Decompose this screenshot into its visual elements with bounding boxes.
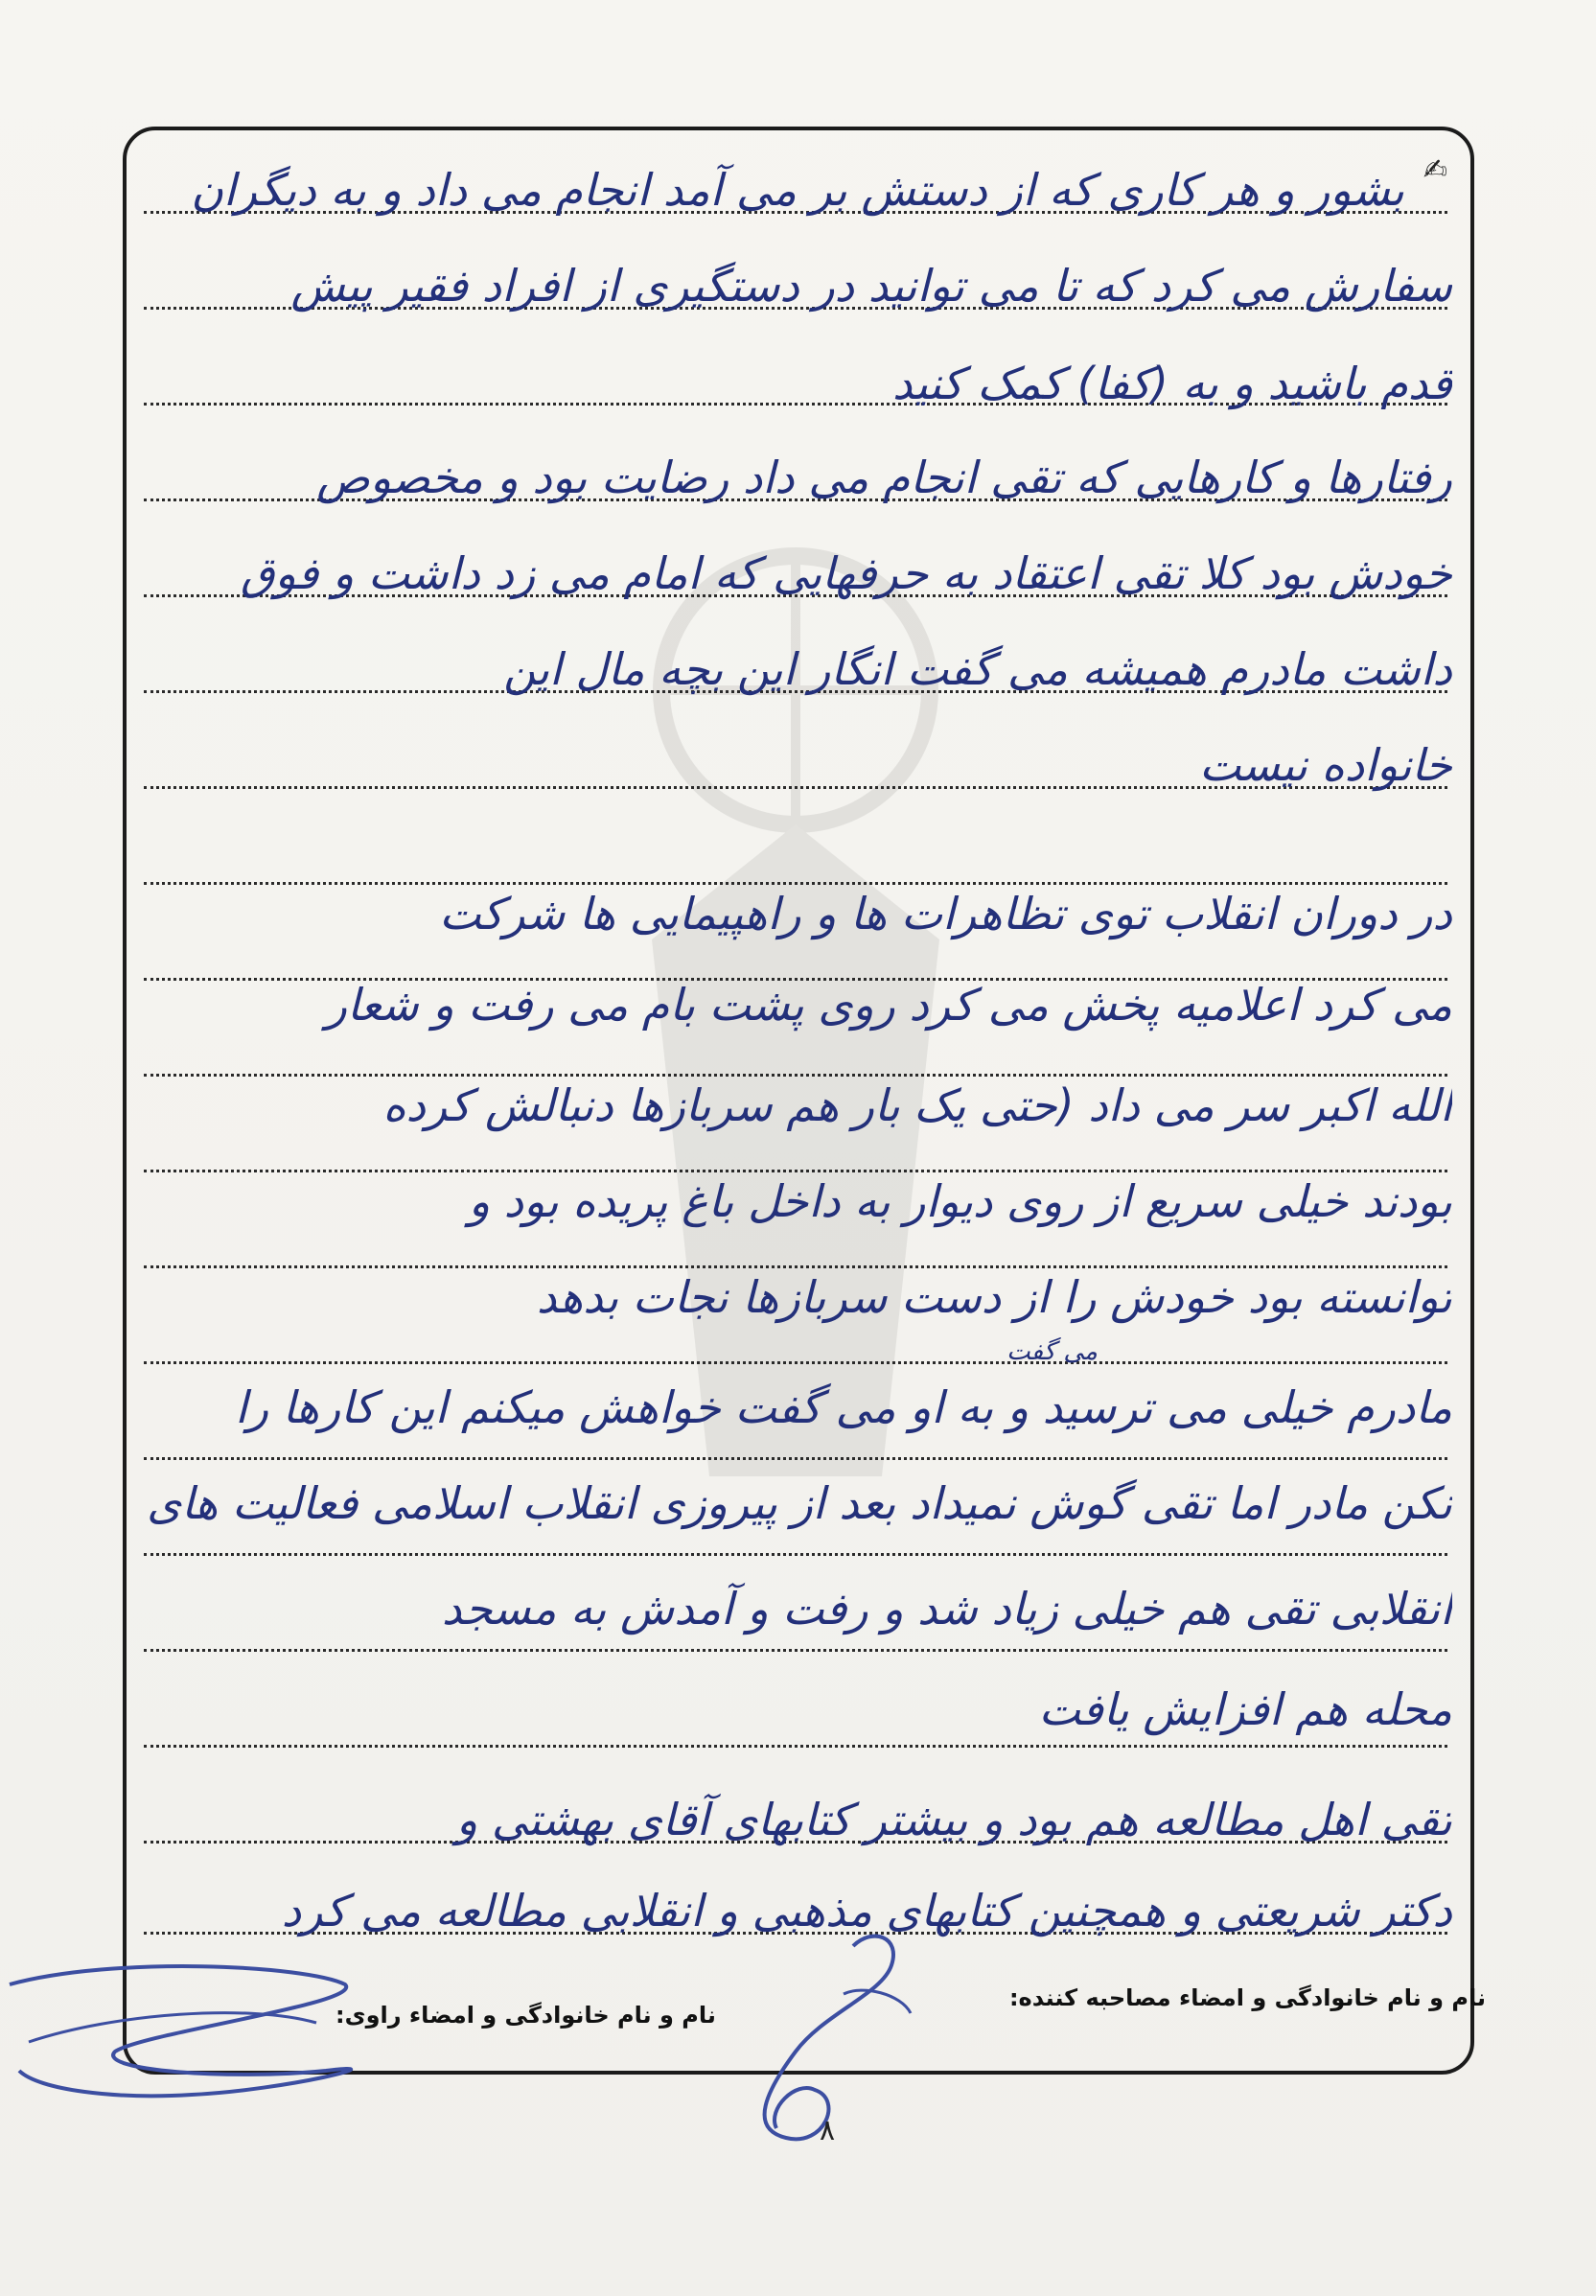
handwritten-line: تقی اهل مطالعه هم بود و بیشتر کتابهای آقای بهشتی و xyxy=(456,1794,1452,1845)
ruled-line xyxy=(144,1170,1447,1172)
pen-writing-icon: ✍ xyxy=(1423,153,1447,187)
handwritten-line: سفارش می کرد که تا می توانید در دستگیری از افراد فقیر پیش xyxy=(290,260,1452,312)
ruled-line xyxy=(144,1553,1447,1556)
ruled-line xyxy=(144,1361,1447,1364)
handwritten-line: بشور و هر کاری که از دستش بر می آمد انجام می داد و به دیگران xyxy=(191,164,1404,216)
margin-note: می گفت xyxy=(1006,1337,1098,1366)
narrator-signature xyxy=(0,1927,575,2109)
handwritten-line: داشت مادرم همیشه می گفت انگار این بچه مال این xyxy=(503,643,1452,695)
page-number: ۸ xyxy=(820,2114,836,2147)
ruled-line xyxy=(144,1649,1447,1652)
ruled-line xyxy=(144,1457,1447,1460)
handwritten-line: محله هم افزایش یافت xyxy=(1038,1683,1452,1735)
handwritten-line: انقلابی تقی هم خیلی زیاد شد و رفت و آمدش به مسجد xyxy=(441,1583,1452,1635)
ruled-line xyxy=(144,1265,1447,1268)
handwritten-line: خودش بود کلا تقی اعتقاد به حرفهایی که امام می زد داشت و فوق xyxy=(240,547,1452,599)
ruled-line xyxy=(144,882,1447,885)
ruled-line xyxy=(144,1745,1447,1748)
handwritten-line: بودند خیلی سریع از روی دیوار به داخل باغ پریده بود و xyxy=(468,1175,1452,1227)
handwritten-line: نکن مادر اما تقی گوش نمیداد بعد از پیروزی انقلاب اسلامی فعالیت های xyxy=(147,1477,1452,1529)
handwritten-line: قدم باشید و به (کفا) کمک کنید xyxy=(892,358,1452,409)
handwritten-line: می کرد اعلامیه پخش می کرد روی پشت بام می رفت و شعار xyxy=(325,979,1452,1031)
interviewer-signature-label: نام و نام خانوادگی و امضاء مصاحبه کننده: xyxy=(1008,1984,1486,2011)
handwritten-line: توانسته بود خودش را از دست سربازها نجات بدهد xyxy=(536,1271,1452,1323)
handwritten-line: در دوران انقلاب توی تظاهرات ها و راهپیمایی ها شرکت xyxy=(439,888,1452,939)
handwritten-line: دکتر شریعتی و همچنین کتابهای مذهبی و انقلابی مطالعه می کرد xyxy=(281,1885,1452,1937)
handwritten-line: الله اکبر سر می داد (حتی یک بار هم سربازها دنبالش کرده xyxy=(382,1079,1452,1131)
handwritten-line: خانواده نیست xyxy=(1199,739,1452,791)
handwritten-line: رفتارها و کارهایی که تقی انجام می داد رضایت بود و مخصوص xyxy=(316,452,1452,503)
handwritten-line: مادرم خیلی می ترسید و به او می گفت خواهش میکنم این کارها را xyxy=(235,1381,1452,1433)
ruled-line xyxy=(144,1074,1447,1077)
narrator-signature-label: نام و نام خانوادگی و امضاء راوی: xyxy=(335,2002,716,2029)
